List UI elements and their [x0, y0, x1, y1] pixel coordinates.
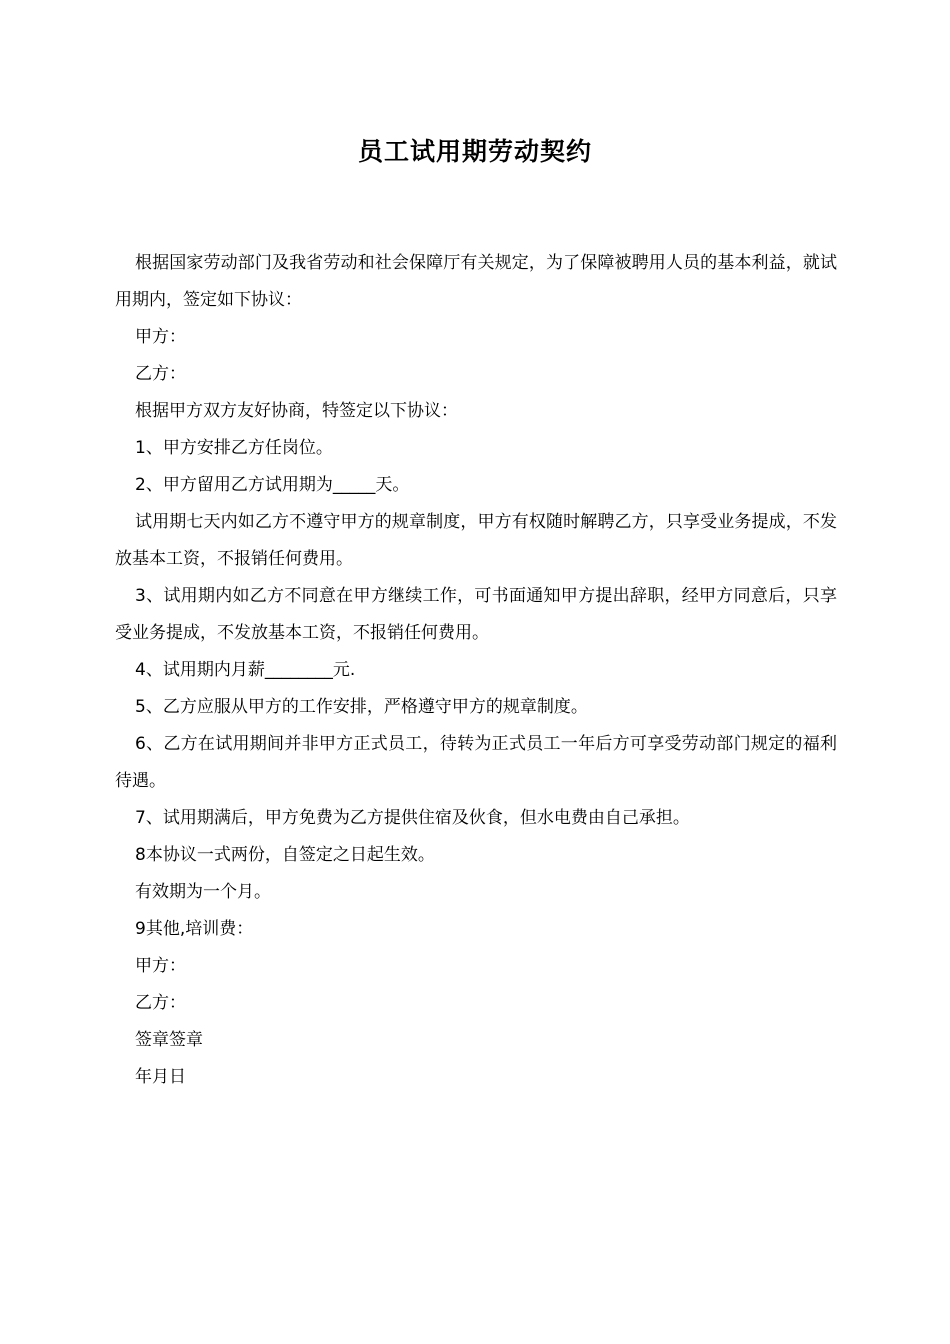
paragraph-clause-5: 5、乙方应服从甲方的工作安排，严格遵守甲方的规章制度。 — [135, 697, 588, 717]
paragraph-clause-1: 1、甲方安排乙方任岗位。 — [135, 438, 333, 458]
paragraph-clause-4: 4、试用期内月薪________元. — [135, 660, 356, 680]
paragraph-clause-7: 7、试用期满后，甲方免费为乙方提供住宿及伙食，但水电费由自己承担。 — [135, 808, 690, 828]
paragraph-clause-9: 9其他,培训费： — [135, 919, 254, 939]
paragraph-clause-2: 2、甲方留用乙方试用期为_____天。 — [135, 475, 410, 495]
paragraph-intro: 根据国家劳动部门及我省劳动和社会保障厅有关规定，为了保障被聘用人员的基本利益，就试用期内，签定如下协议： — [115, 253, 837, 310]
paragraph-clause-3: 3、试用期内如乙方不同意在甲方继续工作，可书面通知甲方提出辞职，经甲方同意后，只享受业务提成，不发放基本工资，不报销任何费用。 — [115, 586, 837, 643]
paragraph-clause-6: 6、乙方在试用期间并非甲方正式员工，待转为正式员工一年后方可享受劳动部门规定的福利待遇。 — [115, 734, 837, 791]
paragraph-date: 年月日 — [135, 1067, 186, 1087]
paragraph-party-a: 甲方： — [135, 327, 186, 347]
paragraph-sign-party-b: 乙方： — [135, 993, 186, 1013]
paragraph-signatures: 签章签章 — [135, 1030, 203, 1050]
paragraph-validity: 有效期为一个月。 — [135, 882, 271, 902]
paragraph-clause-2-detail: 试用期七天内如乙方不遵守甲方的规章制度，甲方有权随时解聘乙方，只享受业务提成，不发放基本工资，不报销任何费用。 — [115, 512, 837, 569]
paragraph-party-b: 乙方： — [135, 364, 186, 384]
document-title: 员工试用期劳动契约 — [357, 137, 592, 166]
document-body — [115, 245, 837, 1096]
paragraph-sign-party-a: 甲方： — [135, 956, 186, 976]
paragraph-clause-8: 8本协议一式两份，自签定之日起生效。 — [135, 845, 435, 865]
paragraph-agreement-lead: 根据甲方双方友好协商，特签定以下协议： — [135, 401, 458, 421]
